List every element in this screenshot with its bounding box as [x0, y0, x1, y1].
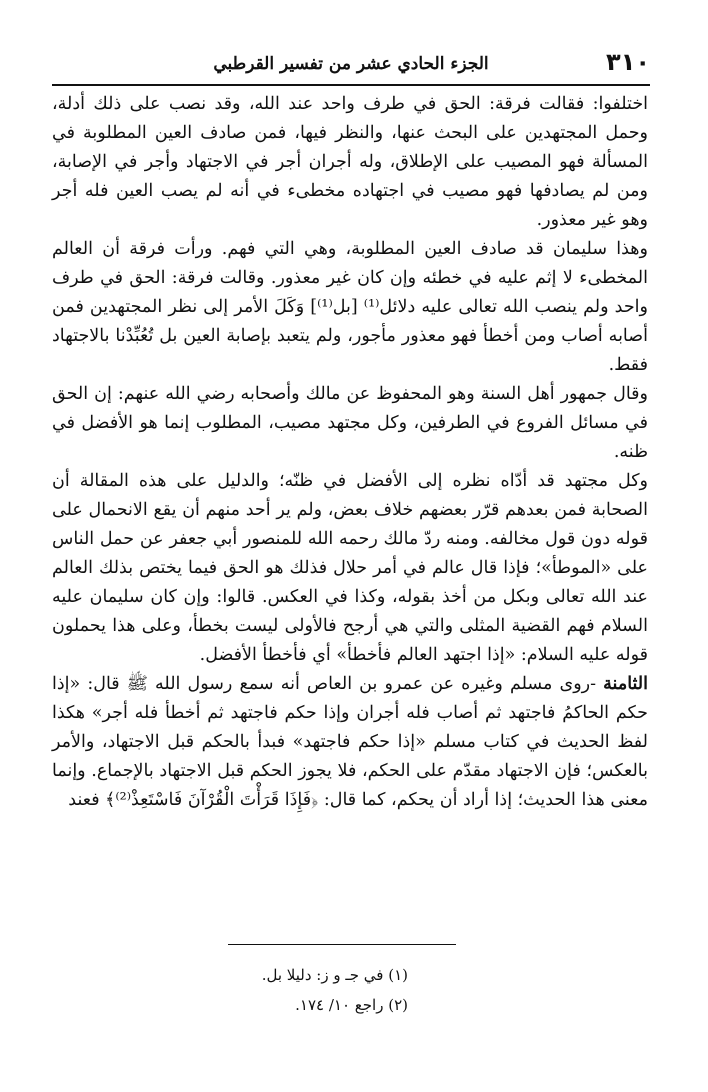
paragraph: وكل مجتهد قد أدّاه نظره إلى الأفضل في ظنّه؛ والدليل على هذه المقالة أن الصحابة فمن بعدهم قرّر بعضهم خلاف بعض، ولم ير أحد منهم أن يقع الانحمال على قوله دون قول مخالفه. ومنه ردّ مالك رحمه الله للمنصور أبي جعفر عن حمل الناس على «الموطأ»؛ فإذا قال عالم في أمر حلال فذلك هو الحق فيما يختص بذلك العالم عند الله تعالى وبكل من أخذ بقوله، وكذا في العكس. قالوا: وإن كان سليمان عليه السلام فهم القضية المثلى والتي هي أرجح فالأولى ليست بخطأ، وعلى هذا يحملون قوله عليه السلام: «إذا اجتهد العالم فأخطأ» أي فأخطأ الأفضل.	[52, 471, 648, 665]
body-text	[52, 90, 648, 815]
paragraph: وقال جمهور أهل السنة وهو المحفوظ عن مالك وأصحابه رضي الله عنهم: إن الحق في مسائل الفروع في الطرفين، وكل مجتهد مصيب، المطلوب إنما هو الأفضل في ظنه.	[52, 384, 648, 462]
page-number: ٣١٠	[606, 48, 650, 76]
footnote-1: (١) في جـ و ز: دليلا بل.	[261, 966, 408, 984]
running-title: الجزء الحادي عشر من تفسير القرطبي	[213, 54, 489, 74]
section-eighth	[52, 670, 648, 815]
paragraph: اختلفوا: فقالت فرقة: الحق في طرف واحد عند الله، وقد نصب على ذلك أدلة، وحمل المجتهدين على البحث عنها، والنظر فيها، فمن صادف العين المطلوبة في المسألة فهو المصيب على الإطلاق، وله أجران أجر في الاجتهاد وأجر في الإصابة، ومن لم يصادفها فهو مصيب في اجتهاده مخطىء في أنه لم يصب العين فله أجر وهو غير معذور.	[52, 94, 648, 230]
footnotes	[88, 960, 408, 1020]
footnote-divider	[228, 944, 456, 945]
paragraph: وهذا سليمان قد صادف العين المطلوبة، وهي التي فهم. ورأت فرقة أن العالم المخطىء لا إثم عليه في خطئه وإن كان غير معذور. وقالت فرقة: الحق في طرف واحد ولم ينصب الله تعالى عليه دلائل⁽¹⁾ [بل⁽¹⁾] وَكَلَ الأمر إلى نظر المجتهدين فمن أصابه أصاب ومن أخطأ فهو معذور مأجور، ولم يتعبد بإصابة العين بل تُعُبِّدْنا بالاجتهاد فقط.	[52, 239, 648, 375]
page-header	[52, 44, 650, 86]
footnote-2: (٢) راجع ١٠/ ١٧٤.	[295, 996, 408, 1014]
section-text: -روى مسلم وغيره عن عمرو بن العاص أنه سمع رسول الله ﷺ قال: «إذا حكم الحاكمُ فاجتهد ثم أصاب فله أجران وإذا حكم فاجتهد ثم أخطأ فله أجر» هكذا لفظ الحديث في كتاب مسلم «إذا حكم فاجتهد» فبدأ بالحكم قبل الاجتهاد، والأمر بالعكس؛ فإن الاجتهاد مقدّم على الحكم، فلا يجوز الحكم قبل الاجتهاد بالإجماع. وإنما معنى هذا الحديث؛ إذا أراد أن يحكم، كما قال: ﴿فَإِذَا قَرَأْتَ الْقُرْآنَ فَاسْتَعِذْ⁽²⁾﴾ فعند	[52, 674, 648, 810]
section-label: الثامنة	[603, 674, 648, 694]
